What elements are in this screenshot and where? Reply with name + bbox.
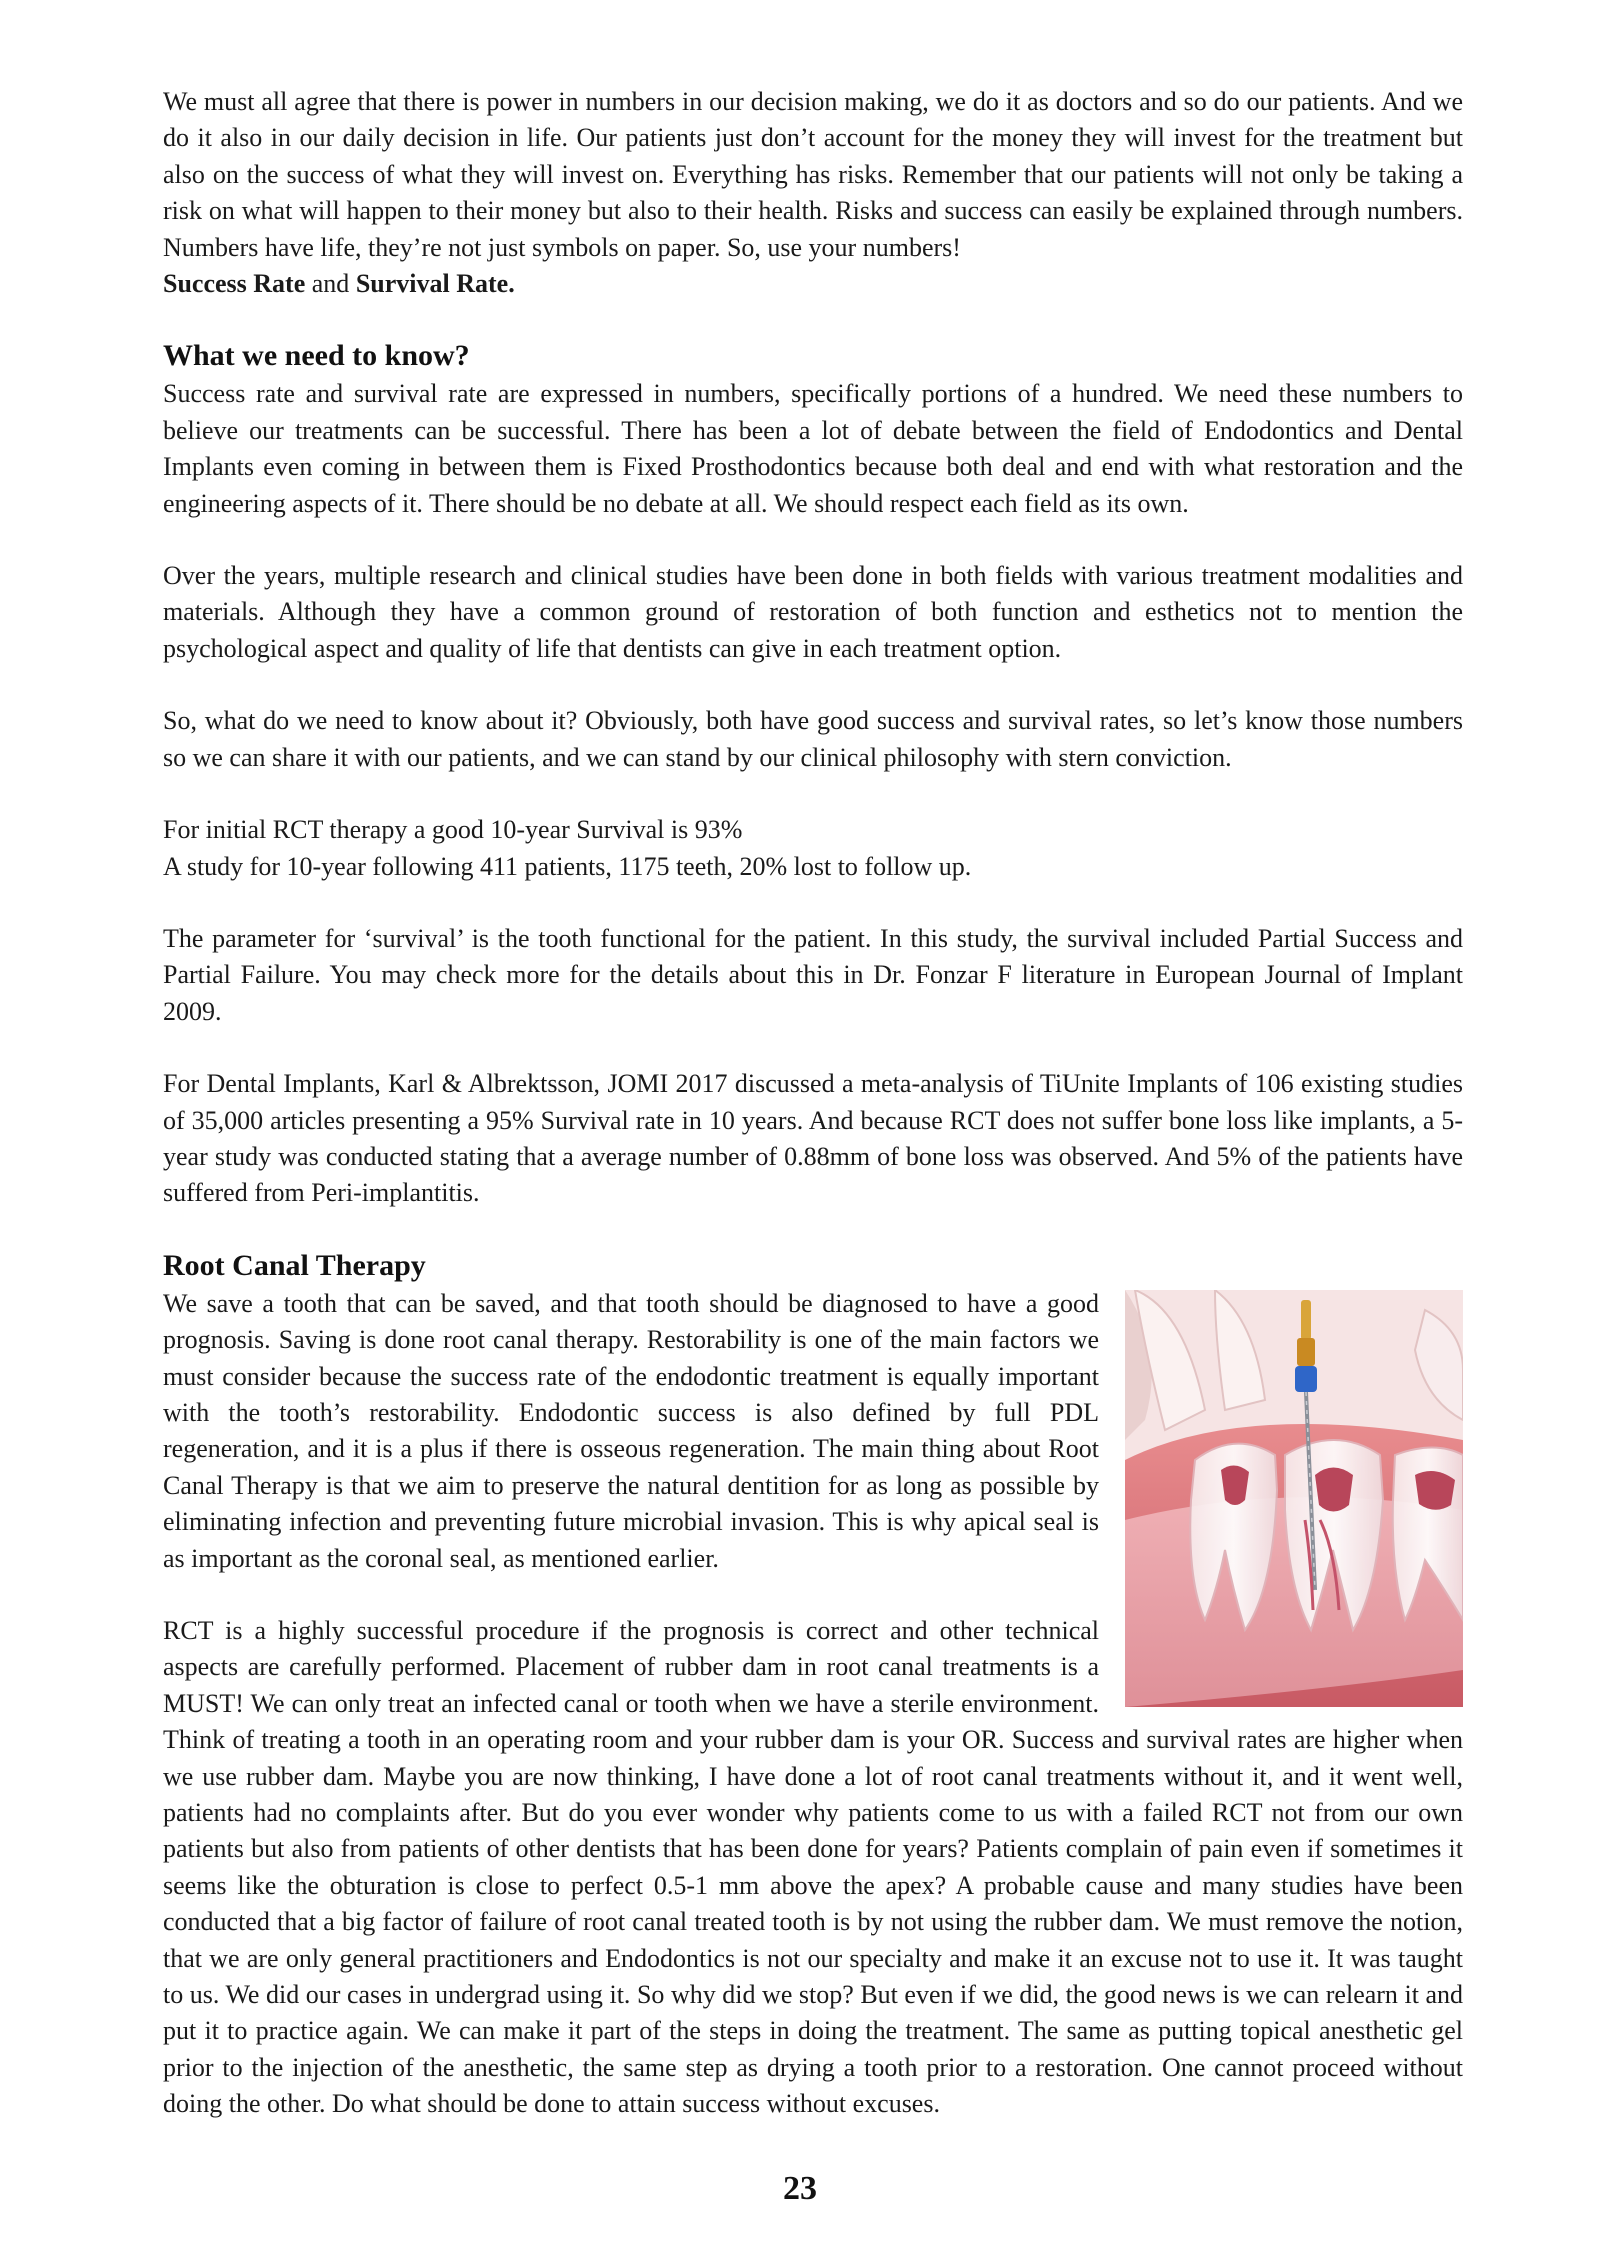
paragraph-rct-1: We save a tooth that can be saved, and that tooth should be diagnosed to have a good prognosis. Saving is done root canal therapy. Restorability is one of the main factors we must consider because the success rate of the endodontic treatment is equally important with the tooth’s restorability. Endodontic success is also defined by full PDL regeneration, and it is a plus if there is osseous regeneration. The main thing about Root Canal Therapy is that we aim to preserve the natural dentition for as long as possible by eliminating infection and preventing future microbial invasion. This is why apical seal is as important as the coronal seal, as mentioned earlier. [163,1288,1099,1573]
heading-what-we-need-to-know: What we need to know? [163,339,470,373]
term-survival-rate: Survival Rate. [355,269,515,299]
rct-study-line: A study for 10-year following 411 patients, 1175 teeth, 20% lost to follow up. [163,851,972,881]
paragraph-rct-2: RCT is a highly successful procedure if the prognosis is correct and other technical aspects are carefully performed. Placement of rubber dam in root canal treatments is a MUST! We can only treat an infected canal or tooth when we have a sterile environment. Think of treating a tooth in an operating room and your rubber dam is your OR. Success and survival rates are higher when we use rubber dam. Maybe you are now thinking, I have done a lot of root canal treatments without it, and it went well, patients had no complaints after. But do you ever wonder why patients come to us with a failed RCT not from our own patients but also from patients of other dentists that has been done for years? Patients complain of pain even if sometimes it seems like the obturation is close to perfect 0.5-1 mm above the apex? A probable cause and many studies have been conducted that a big factor of failure of root canal treated tooth is by not using the rubber dam. We must remove the notion, that we are only general practitioners and Endodontics is not our specialty and make it an excuse not to use it. It was taught to us. We did our cases in undergrad using it. So why did we stop? But even if we did, the good news is we can relearn it and put it to practice again. We can make it part of the steps in doing the treatment. The same as putting topical anesthetic gel prior to the injection of the anesthetic, the same step as drying a tooth prior to a restoration. One cannot proceed without doing the other. Do what should be done to attain success without excuses. [163,1616,1463,2119]
paragraph-know-3: So, what do we need to know about it? Obviously, both have good success and survival rates, so let’s know those numbers so we can share it with our patients, and we can stand by our clinical philosophy with stern conviction. [163,706,1463,772]
intro-paragraph [163,84,1463,302]
paragraph-rct-survival [163,812,1463,885]
intro-text: We must all agree that there is power in numbers in our decision making, we do it as doctors and so do our patients. And we do it also in our daily decision in life. Our patients just don’t account for the money they will invest for the treatment but also on the success of what they will invest on. Everything has risks. Remember that our patients will not only be taking a risk on what will happen to their money but also to their health. Risks and success can easily be explained through numbers. Numbers have life, they’re not just symbols on paper. So, use your numbers! [163,87,1463,262]
page-number: 23 [783,2170,817,2207]
term-success-rate: Success Rate [163,269,306,299]
paragraph-know-2: Over the years, multiple research and clinical studies have been done in both fields with various treatment modalities and materials. Although they have a common ground of restoration of both function and esthetics not to mention the psychological aspect and quality of life that dentists can give in each treatment option. [163,561,1463,663]
root-canal-illustration [1125,1290,1463,1707]
paragraph-know-6: For Dental Implants, Karl & Albrektsson, JOMI 2017 discussed a meta-analysis of TiUnite Implants of 106 existing studies of 35,000 articles presenting a 95% Survival rate in 10 years. And because RCT does not suffer bone loss like implants, a 5-year study was conducted stating that a average number of 0.88mm of bone loss was observed. And 5% of the patients have suffered from Peri-implantitis. [163,1069,1463,1208]
paragraph-know-5: The parameter for ‘survival’ is the tooth functional for the patient. In this study, the survival included Partial Success and Partial Failure. You may check more for the details about this in Dr. Fonzar F literature in European Journal of Implant 2009. [163,923,1463,1026]
term-and: and [305,269,356,299]
document-page [163,84,1463,2123]
paragraph-know-1: Success rate and survival rate are expressed in numbers, specifically portions of a hundred. We need these numbers to believe our treatments can be successful. There has been a lot of debate between the field of Endodontics and Dental Implants even coming in between them is Fixed Prosthodontics because both deal and end with what restoration and the engineering aspects of it. There should be no debate at all. We should respect each field as its own. [163,379,1463,518]
rct-survival-line: For initial RCT therapy a good 10-year Survival is 93% [163,815,743,845]
heading-root-canal-therapy: Root Canal Therapy [163,1248,426,1282]
